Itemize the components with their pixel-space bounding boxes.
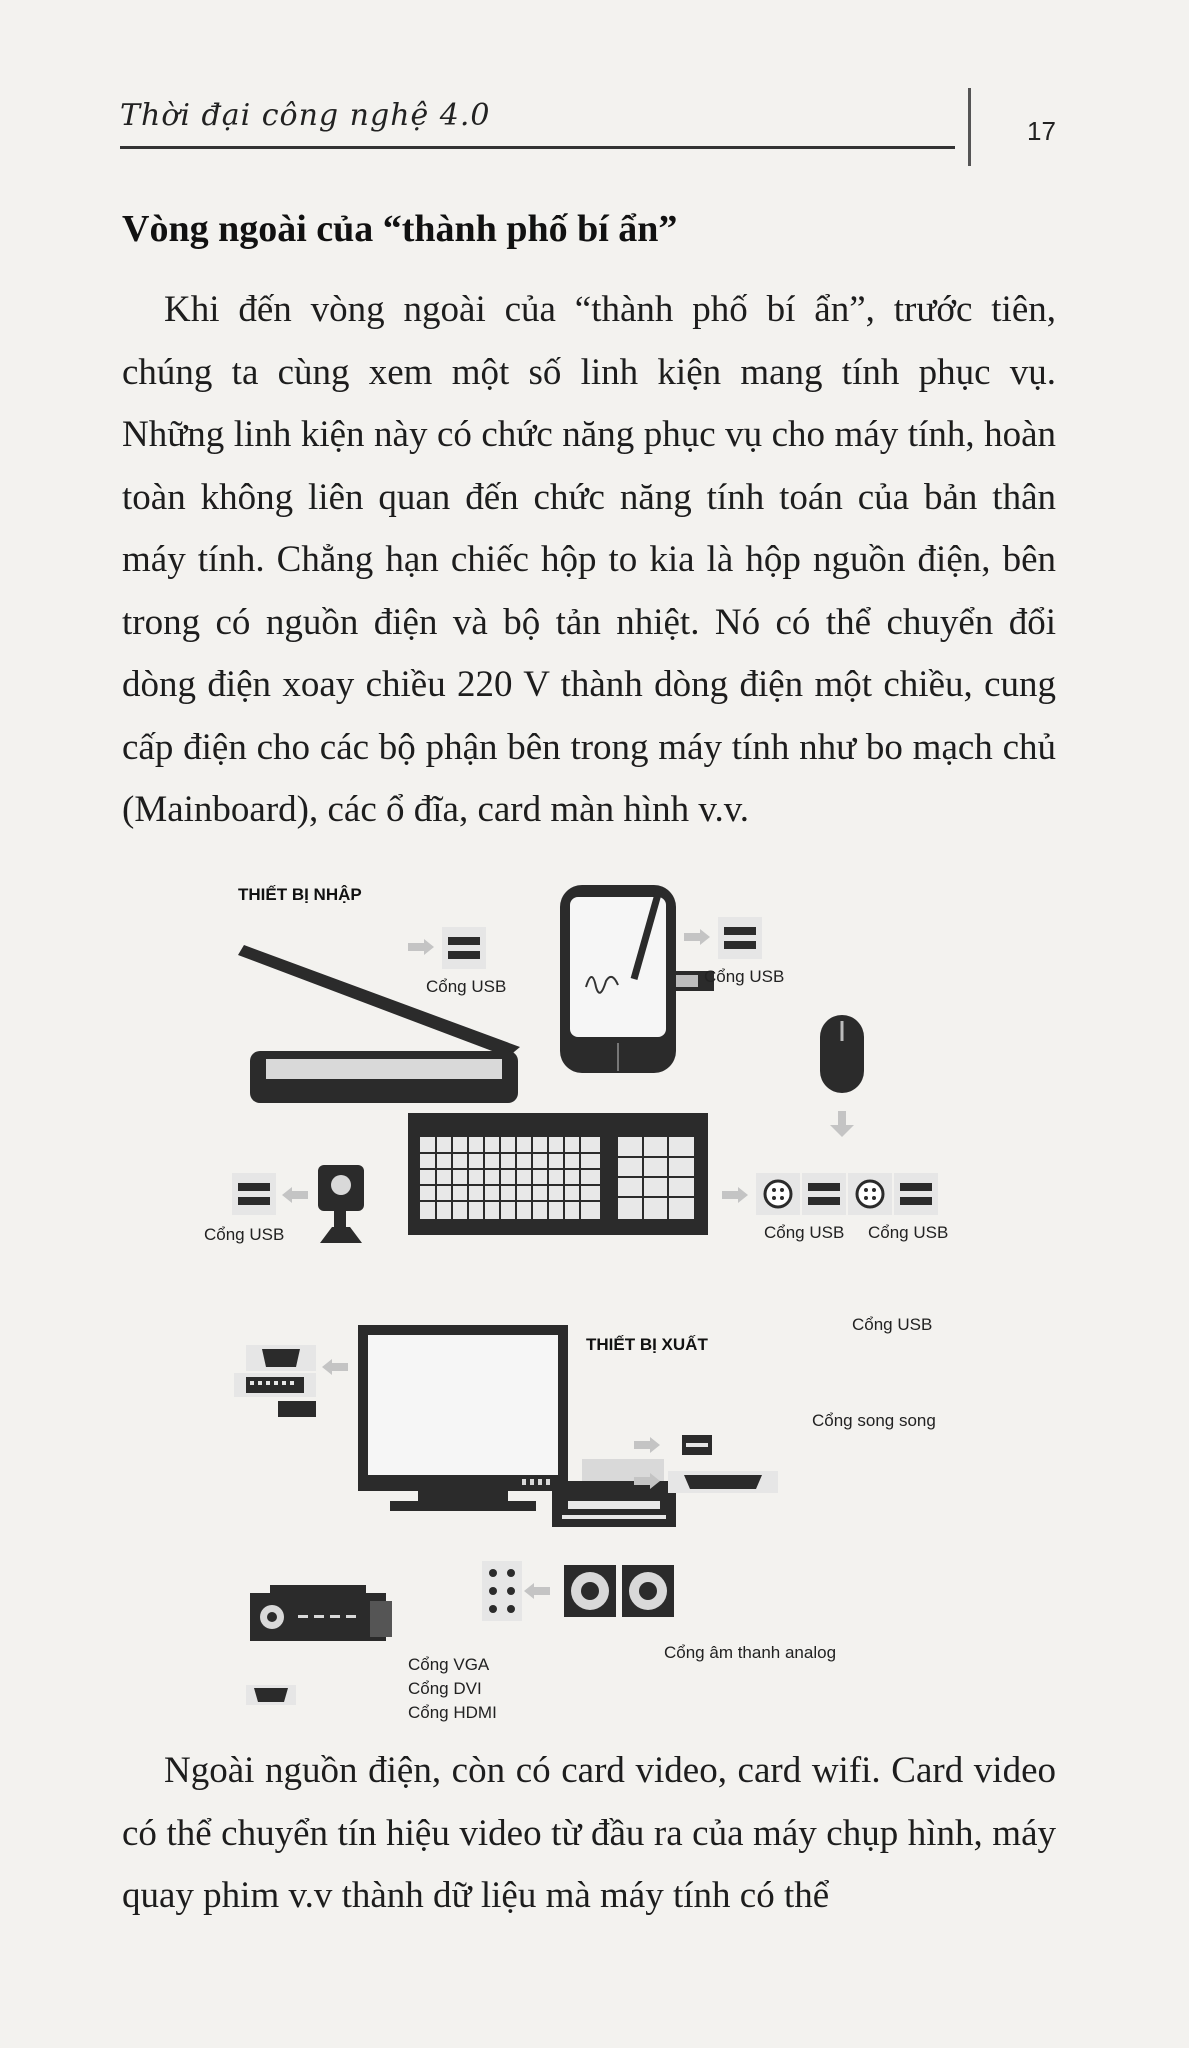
parallel-port-icon bbox=[668, 1471, 778, 1493]
audio-port-icon bbox=[482, 1561, 522, 1621]
label-usb-printer: Cổng USB bbox=[852, 1315, 933, 1334]
paragraph-2 bbox=[122, 1740, 1056, 1928]
label-dvi: Cổng DVI bbox=[408, 1679, 482, 1698]
arrow-keyboard-ports bbox=[722, 1187, 748, 1203]
input-devices-title: THIẾT BỊ NHẬP bbox=[238, 885, 362, 904]
arrow-mouse-down bbox=[830, 1111, 854, 1137]
speakers-icon bbox=[564, 1565, 674, 1617]
header-divider bbox=[968, 88, 971, 166]
usb-port-icon bbox=[442, 927, 486, 969]
ps2-port-icon bbox=[756, 1173, 800, 1215]
paragraph-1-text: Khi đến vòng ngoài của “thành phố bí ẩn”, trước tiên, chúng ta cùng xem một số linh kiện mang tính phục vụ. Những linh kiện này có chức năng phục vụ cho máy tính, hoàn toàn không liên quan đến chức năng tính toán của bản thân máy tính. Chẳng hạn chiếc hộp to kia là hộp nguồn điện, bên trong có nguồn điện và bộ tản nhiệt. Nó có thể chuyển đổi dòng điện xoay chiều 220 V thành dòng điện một chiều, cung cấp điện cho các bộ phận bên trong máy tính như bo mạch chủ (Mainboard), các ổ đĩa, card màn hình v.v. bbox=[122, 289, 1056, 830]
label-vga: Cổng VGA bbox=[408, 1655, 490, 1674]
arrow-speakers-audio bbox=[524, 1583, 550, 1599]
label-usb-webcam: Cổng USB bbox=[204, 1225, 285, 1244]
page-number: 17 bbox=[1027, 116, 1056, 146]
tablet-icon bbox=[560, 885, 676, 1073]
monitor-icon bbox=[358, 1325, 568, 1511]
paragraph-2-text: Ngoài nguồn điện, còn có card video, card wifi. Card video có thể chuyển tín hiệu video từ đầu ra của máy chụp hình, máy quay phim v.v thành dữ liệu mà máy tính có thể bbox=[122, 1750, 1056, 1916]
paragraph-1 bbox=[122, 279, 1056, 842]
arrow-monitor-ports bbox=[322, 1359, 348, 1375]
label-usb-keyboard: Cổng USB bbox=[764, 1223, 845, 1242]
usb-port-icon bbox=[894, 1173, 938, 1215]
keyboard-icon bbox=[408, 1113, 708, 1235]
usb-port-icon bbox=[718, 917, 762, 959]
dvi-port-icon bbox=[234, 1373, 316, 1397]
io-devices-figure bbox=[190, 875, 1010, 1722]
label-hdmi: Cổng HDMI bbox=[408, 1703, 497, 1722]
ps2-port-icon bbox=[848, 1173, 892, 1215]
mouse-icon bbox=[820, 1015, 864, 1093]
arrow-webcam-usb bbox=[282, 1187, 308, 1203]
arrow-tablet-usb bbox=[684, 929, 710, 945]
webcam-icon bbox=[318, 1165, 364, 1243]
vga-port-icon bbox=[246, 1345, 316, 1371]
section-heading: Vòng ngoài của “thành phố bí ẩn” bbox=[122, 208, 678, 250]
projector-icon bbox=[250, 1585, 392, 1641]
projector-ports-icon bbox=[246, 1685, 296, 1705]
arrow-scanner-usb bbox=[408, 939, 434, 955]
hdmi-port-icon bbox=[278, 1401, 316, 1417]
printer-icon bbox=[552, 1459, 676, 1527]
label-usb-tablet: Cổng USB bbox=[704, 967, 785, 986]
usb-port-icon bbox=[682, 1435, 712, 1455]
usb-port-icon bbox=[232, 1173, 276, 1215]
label-usb-scanner: Cổng USB bbox=[426, 977, 507, 996]
figure-drawing bbox=[190, 875, 1010, 1705]
header-rule bbox=[120, 146, 955, 149]
arrow-printer-usb bbox=[634, 1437, 660, 1453]
output-devices-title: THIẾT BỊ XUẤT bbox=[586, 1335, 708, 1354]
label-usb-mouse: Cổng USB bbox=[868, 1223, 949, 1242]
label-audio-port: Cổng âm thanh analog bbox=[664, 1643, 837, 1662]
label-parallel-port: Cổng song song bbox=[812, 1411, 936, 1430]
usb-port-icon bbox=[802, 1173, 846, 1215]
header-title: Thời đại công nghệ 4.0 bbox=[120, 98, 491, 133]
